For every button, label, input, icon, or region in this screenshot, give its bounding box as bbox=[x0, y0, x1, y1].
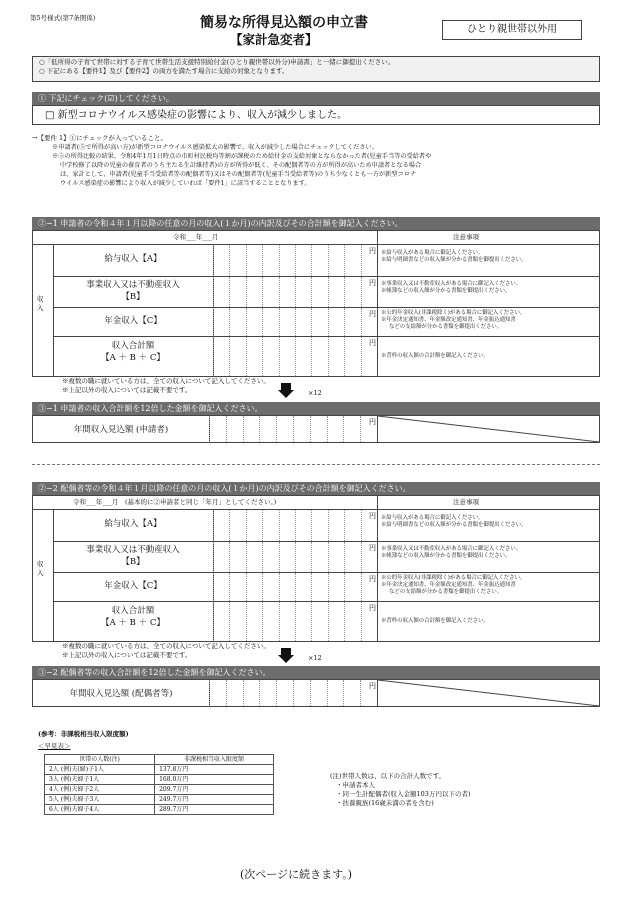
intro-line-1: ○「低所得の子育て世帯に対する子育て世帯生活支援特別給付金(ひとり親世帯以外分)申請書」と一緒に御提出ください。 bbox=[39, 58, 395, 66]
yen-unit: 円 bbox=[369, 247, 376, 255]
section1-header: ① 下記にチェック(☑)してください。 bbox=[32, 92, 600, 105]
page-subtitle: 【家計急変者】 bbox=[230, 32, 318, 47]
yen-unit: 円 bbox=[369, 310, 376, 318]
section2-1-header: ②−1 申請者の令和４年１月以降の任意の月の収入(１か月)の内訳及びその合計額を御記入ください。 bbox=[32, 217, 600, 230]
yen-unit: 円 bbox=[369, 339, 376, 347]
table-row: 6人 (例)夫婦子4人 289.7万円 bbox=[45, 805, 274, 815]
row-business-label: 事業収入又は不動産収入 【B】 bbox=[86, 280, 180, 302]
yen-unit: 円 bbox=[369, 544, 376, 552]
business-input-spouse[interactable] bbox=[213, 542, 377, 572]
yen-unit: 円 bbox=[369, 682, 376, 690]
month-field[interactable]: 令和___年___月 bbox=[173, 233, 219, 241]
annual-income-applicant-input[interactable] bbox=[209, 416, 377, 442]
req1-notes: ※申請者(⑤で所得が高い方)が新型コロナウイルス感染拡大の影響で、収入が減少した場合にチェックしてください。 ※⑤の所得比較の結果、令和4年1月1日時点の市町村民税均等割が課税のため給付金の支給対象とならなかった者(児童手当等の受給者や 中学校修了以降の児童の養育者のうち主たる生計維持者)の方が所得が低く、その配偶者等の方が所得が高いため申請者となる場合 は、家計として、申請者(児童手当受給者等の配偶者等)又はその配偶者等(児童手当受給者等)のうち少なくとも一方が新型コロナ ウイルス感染症の影響により収入が減少していれば「要件1」に該当することとなります。 bbox=[52, 144, 432, 187]
income-side-label: 収入 bbox=[37, 295, 44, 312]
times-12: ×12 bbox=[308, 389, 322, 397]
note-pension: ※公的年金収入(非課税除く)がある場合に御記入ください。 ※年金決定通知書、年金額改定通知書、年金振込通知書 などの支給額が分かる書類を御提出ください。 bbox=[381, 575, 526, 596]
times-12: ×12 bbox=[308, 654, 322, 662]
after-note-2: ※上記以外の収入については記載不要です。 bbox=[62, 386, 192, 394]
yen-unit: 円 bbox=[369, 279, 376, 287]
section3-1-header: ③−1 申請者の収入合計額を12倍した金額を御記入ください。 bbox=[32, 402, 600, 415]
ref-col-header: 非課税相当収入限度額 bbox=[155, 755, 274, 765]
table-row: 2人 (例)夫(婦)子1人 137.8万円 bbox=[45, 765, 274, 775]
annual-income-spouse-input[interactable] bbox=[209, 680, 377, 706]
arrow-down-icon bbox=[278, 383, 294, 397]
after-note-1: ※複数の職に就いている方は、全ての収入について記入してください。 bbox=[62, 377, 270, 385]
salary-input[interactable] bbox=[213, 245, 377, 276]
after-note-2: ※上記以外の収入については記載不要です。 bbox=[62, 651, 192, 659]
note-pension: ※公的年金収入(非課税除く)がある場合に御記入ください。 ※年金決定通知書、年金額改定通知書、年金振込通知書 などの支給額が分かる書類を御提出ください。 bbox=[381, 310, 526, 331]
section-2-2 bbox=[32, 482, 600, 660]
row-pension-label: 年金収入【C】 bbox=[104, 316, 162, 326]
target-badge: ひとり親世帯以外用 bbox=[442, 20, 582, 40]
note-business: ※事業収入又は不動産収入がある場合に御記入ください。 ※帳簿などの収入額が分かる書類を御提出ください。 bbox=[381, 281, 522, 295]
yen-unit: 円 bbox=[369, 418, 376, 426]
form-number: 第5号様式(第7条関係) bbox=[30, 14, 96, 22]
notes-heading: 注意事項 bbox=[453, 498, 479, 506]
notes-heading: 注意事項 bbox=[453, 233, 479, 241]
total-input[interactable] bbox=[213, 337, 377, 376]
diagonal-strike bbox=[378, 680, 599, 706]
continue-footer: (次ページに続きます。) bbox=[240, 868, 352, 881]
diagonal-strike bbox=[378, 416, 599, 442]
note-salary: ※給与収入がある場合に御記入ください。 ※給与明細書などの収入額が分かる書類を御提出ください。 bbox=[381, 250, 527, 264]
table-row: 5人 (例)夫婦子3人 249.7万円 bbox=[45, 795, 274, 805]
annual-income-applicant-label: 年間収入見込額 (申請者) bbox=[73, 425, 169, 435]
yen-unit: 円 bbox=[369, 604, 376, 612]
pension-input-spouse[interactable] bbox=[213, 573, 377, 601]
reference-subheading: ＜早見表＞ bbox=[38, 742, 71, 750]
row-salary-label: 給与収入【A】 bbox=[104, 519, 162, 529]
section-divider bbox=[32, 464, 600, 465]
household-note: (注)世帯人数は、以下の合計人数です。 ・申請者本人 ・同一生計配偶者(収入金額103万円以下の者) ・扶養親族(16歳未満の者を含む) bbox=[330, 772, 471, 807]
total-input-spouse[interactable] bbox=[213, 602, 377, 641]
note-total: ※背枠の収入額の合計額を御記入ください。 bbox=[381, 353, 489, 359]
note-total: ※背枠の収入額の合計額を御記入ください。 bbox=[381, 618, 489, 624]
income-side-label: 収入 bbox=[37, 560, 44, 577]
note-business: ※事業収入又は不動産収入がある場合に御記入ください。 ※帳簿などの収入額が分かる書類を御提出ください。 bbox=[381, 546, 522, 560]
annual-income-spouse-label: 年間収入見込額 (配偶者等) bbox=[69, 689, 173, 699]
section3-2-header: ③−2 配偶者等の収入合計額を12倍した金額を御記入ください。 bbox=[32, 666, 600, 679]
pension-input[interactable] bbox=[213, 308, 377, 336]
table-row: 3人 (例)夫婦子1人 168.0万円 bbox=[45, 775, 274, 785]
after-note-1: ※複数の職に就いている方は、全ての収入について記入してください。 bbox=[62, 642, 270, 650]
page-title: 簡易な所得見込額の申立書 bbox=[200, 15, 368, 31]
row-salary-label: 給与収入【A】 bbox=[104, 254, 162, 264]
reference-heading: (参考：非課税相当収入限度額) bbox=[38, 730, 129, 738]
reference-table bbox=[44, 754, 274, 815]
arrow-down-icon bbox=[278, 648, 294, 662]
row-business-label: 事業収入又は不動産収入 【B】 bbox=[86, 545, 180, 567]
intro-line-2: ○ 下記にある【要件1】及び【要件2】の両方を満たす場合に支給の対象となります。 bbox=[39, 67, 289, 75]
section-2-1 bbox=[32, 217, 600, 395]
table-row: 4人 (例)夫婦子2人 209.7万円 bbox=[45, 785, 274, 795]
yen-unit: 円 bbox=[369, 575, 376, 583]
business-input[interactable] bbox=[213, 277, 377, 307]
row-total-label: 収入合計額 【A ＋ B ＋ C】 bbox=[101, 341, 165, 363]
ref-col-header: 世帯の人数(注) bbox=[45, 755, 155, 765]
covid-checkbox-row[interactable]: □ 新型コロナウイルス感染症の影響により、収入が減少しました。 bbox=[32, 105, 600, 125]
month-field-spouse[interactable]: 令和___年___月 (基本的に②申請者と同じ「年月」としてください。) bbox=[73, 498, 277, 506]
row-total-label: 収入合計額 【A ＋ B ＋ C】 bbox=[101, 606, 165, 628]
section-3-1 bbox=[32, 402, 600, 443]
salary-input-spouse[interactable] bbox=[213, 510, 377, 541]
row-pension-label: 年金収入【C】 bbox=[104, 581, 162, 591]
req1-heading: →【要件 1】①にチェックが入っていること。 bbox=[32, 134, 167, 142]
section-3-2 bbox=[32, 666, 600, 707]
yen-unit: 円 bbox=[369, 512, 376, 520]
note-salary: ※給与収入がある場合に御記入ください。 ※給与明細書などの収入額が分かる書類を御提出ください。 bbox=[381, 515, 527, 529]
section2-2-header: ②−2 配偶者等の令和４年１月以降の任意の月の収入(１か月)の内訳及びその合計額を御記入ください。 bbox=[32, 482, 600, 495]
